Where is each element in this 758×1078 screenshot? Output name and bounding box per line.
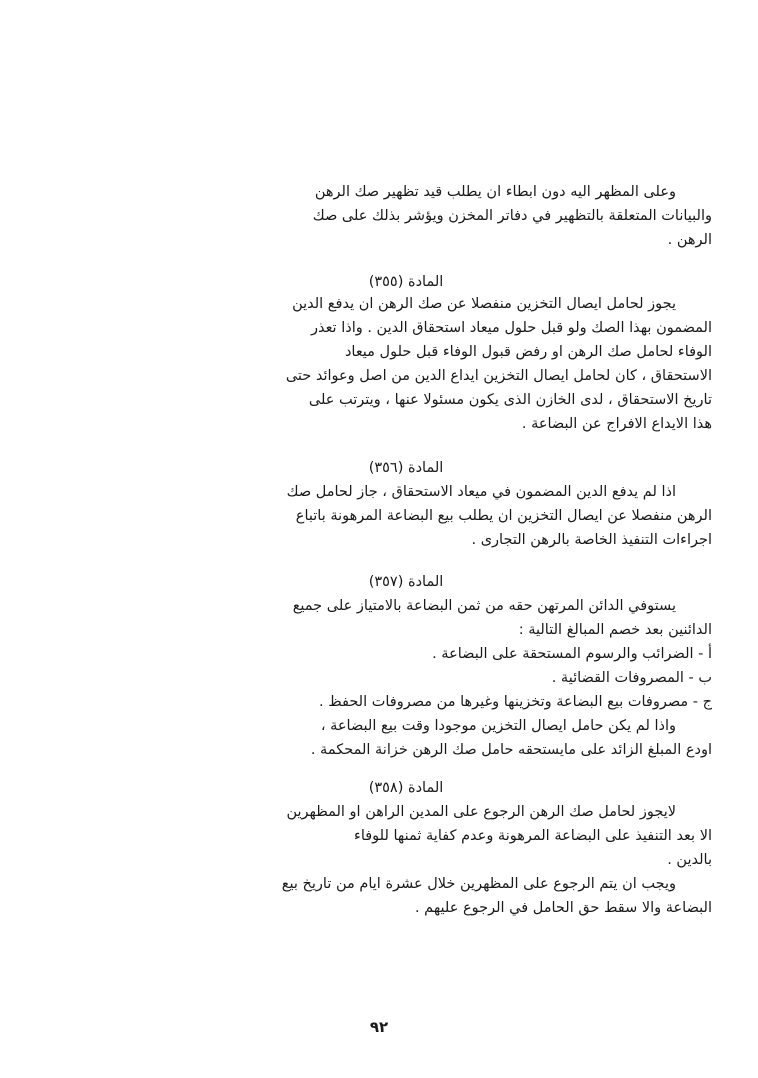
article-356-text xyxy=(100,480,712,552)
paragraph-line: تاريخ الاستحقاق ، لدى الخازن الذى يكون مسئولا عنها ، ويترتب على xyxy=(308,392,712,408)
list-item: أ - الضرائب والرسوم المستحقة على البضاعة . xyxy=(432,646,712,662)
paragraph-line: الرهن منفصلا عن ايصال التخزين ان يطلب بيع البضاعة المرهونة باتباع xyxy=(295,508,712,524)
paragraph-line: الاستحقاق ، كان لحامل ايصال التخزين ايداع الدين من اصل وعوائد حتى xyxy=(285,368,712,384)
article-358-heading: المادة (٣٥٨) xyxy=(368,780,444,796)
paragraph-line: يجوز لحامل ايصال التخزين منفصلا عن صك الرهن ان يدفع الدين xyxy=(292,296,676,312)
article-357-text xyxy=(100,594,712,762)
list-item: ب - المصروفات القضائية . xyxy=(551,670,712,686)
paragraph-line: واذا لم يكن حامل ايصال التخزين موجودا وقت بيع البضاعة ، xyxy=(320,718,676,734)
paragraph-line: هذا الايداع الافراج عن البضاعة . xyxy=(521,416,712,432)
paragraph-line: اودع المبلغ الزائد على مايستحقه حامل صك الرهن خزانة المحكمة . xyxy=(310,742,712,758)
page-number: ٩٢ xyxy=(369,1018,389,1036)
paragraph-line: البضاعة والا سقط حق الحامل في الرجوع عليهم . xyxy=(414,900,712,916)
paragraph-line: لايجوز لحامل صك الرهن الرجوع على المدين الراهن او المظهرين xyxy=(286,804,676,820)
article-355-heading: المادة (٣٥٥) xyxy=(368,274,444,290)
paragraph-line: الوفاء لحامل صك الرهن او رفض قبول الوفاء قبل حلول ميعاد xyxy=(344,344,712,360)
paragraph-line: المضمون بهذا الصك ولو قبل حلول ميعاد استحقاق الدين . واذا تعذر xyxy=(310,320,712,336)
paragraph-line: الرهن . xyxy=(667,232,712,248)
paragraph-line: اذا لم يدفع الدين المضمون في ميعاد الاستحقاق ، جاز لحامل صك xyxy=(286,484,676,500)
paragraph-line: بالدين . xyxy=(667,852,712,868)
paragraph-line: اجراءات التنفيذ الخاصة بالرهن التجارى . xyxy=(471,532,712,548)
paragraph-line: الدائنين بعد خصم المبالغ التالية : xyxy=(518,622,712,638)
intro-paragraph xyxy=(100,180,712,252)
article-355-text xyxy=(100,292,712,436)
article-356-heading: المادة (٣٥٦) xyxy=(368,460,444,476)
paragraph-line: وعلى المظهر اليه دون ابطاء ان يطلب قيد تظهير صك الرهن xyxy=(314,184,676,200)
paragraph-line: والبيانات المتعلقة بالتظهير في دفاتر المخزن ويؤشر بذلك على صك xyxy=(312,208,712,224)
paragraph-line: الا بعد التنفيذ على البضاعة المرهونة وعدم كفاية ثمنها للوفاء xyxy=(354,828,712,844)
paragraph-line: يستوفي الدائن المرتهن حقه من ثمن البضاعة بالامتياز على جميع xyxy=(292,598,676,614)
article-358-text xyxy=(100,800,712,920)
article-357-heading: المادة (٣٥٧) xyxy=(368,574,444,590)
list-item: ج - مصروفات بيع البضاعة وتخزينها وغيرها من مصروفات الحفظ . xyxy=(319,694,712,710)
paragraph-line: ويجب ان يتم الرجوع على المظهرين خلال عشرة ايام من تاريخ بيع xyxy=(281,876,676,892)
